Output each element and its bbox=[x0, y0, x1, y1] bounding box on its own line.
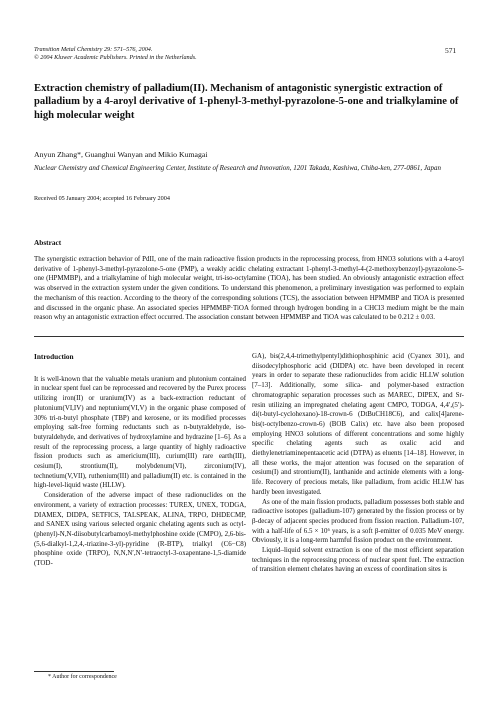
intro-paragraph: As one of the main fission products, palladium possesses both stable and radioactive isotopes (palladium-107) generated by the fission process or by β-decay of adjacent species produced from fission reaction. Palladium-107, with a half-life of 6.5 × 10⁶ years, is a soft β-emitter of 0.035 MeV energy. Obviously, it is a long-term harmful fission product on the environment. bbox=[252, 497, 464, 545]
intro-paragraph: It is well-known that the valuable metals uranium and plutonium contained in nuclear spent fuel can be reprocessed and recovered by the Purex process utilizing iron(II) or uranium(IV) as a back-extraction reductant of plutonium(VI,IV) and neptunium(VI,V) in the organic phase composed of 30% tri-n-butyl phosphate (TBP) and kerosene, or its modified processes employing salt-free forming reductants such as n-butyraldehyde, iso-butyraldehyde, and derivatives of hydroxylamine and hydrazine [1–6]. As a result of the reprocessing process, a large quantity of highly radioactive fission products such as americium(III), curium(III) rare earth(III), cesium(I), strontium(II), molybdenum(VI), zirconium(IV), technetium(V,VII), ruthenium(III) and palladium(II) etc. is contained in the high-level-liquid waste (HLLW). bbox=[34, 374, 246, 490]
intro-paragraph: GA), bis(2,4,4-trimethylpentyl)dithiophosphinic acid (Cyanex 301), and diisodecylphosphoric acid (DIDPA) etc. have been developed in recent years in order to separate these radionuclides from acidic HLLW solution [7–13]. Additionally, some silica- and polymer-based extraction chromatographic separation processes such as MAREC, DIPEX, and Sr-resin utilizing an impregnated chelating agent CMPO, TODGA, 4,4′,(5′)-di(t-butyl-cyclohexano)-18-crown-6 (DtBuCH18C6), and calix[4]arene-bis(t-octylbenzo-crown-6) (BOB Calix) etc. have also been proposed employing HNO3 solutions of different concentrations and some highly specific chelating agents such as oxalic acid and diethylenetriaminepentaacetic acid (DTPA) as eluents [14–18]. However, in all these works, the major attention was focused on the separation of cesium(I) and strontium(II), lanthanide and actinide elements with a long-life. Recovery of precious metals, like palladium, from acidic HLLW has hardly been investigated. bbox=[252, 352, 464, 496]
received-dates: Received 05 January 2004; accepted 16 February 2004 bbox=[34, 195, 170, 202]
page-number: 571 bbox=[445, 46, 457, 55]
intro-paragraph: Liquid–liquid solvent extraction is one of the most efficient separation techniques in the reprocessing process of nuclear spent fuel. The extraction of transition element chelates having an excess of coordination sites is bbox=[252, 546, 464, 574]
introduction-heading: Introduction bbox=[34, 352, 74, 361]
footnote: * Author for correspondence bbox=[48, 674, 117, 680]
abstract-heading: Abstract bbox=[34, 238, 62, 247]
section-divider bbox=[34, 336, 464, 337]
abstract-text: The synergistic extraction behavior of PdII, one of the main radioactive fission products in the reprocessing process, from HNO3 solutions with a 4-aroyl derivative of 1-phenyl-3-methyl-pyrazolone-5-one (PMP), a weakly acidic chelating extractant 1-phenyl-3-methyl-4-(2-methoxybenzoyl)-pyrazolone-5-one (HPMMBP), and a trialkylamine of high molecular weight, tri-iso-octylamine (TiOA), has been studied. An obviously antagonistic extraction effect was observed in the extraction system under the given conditions. To understand this phenomenon, a preliminary investigation was performed to explain the mechanism of this reaction. According to the theory of the corresponding solutions (TCS), the association between HPMMBP and TiOA is presented and discussed in the organic phase. An associated species HPMMBP·TiOA formed through hydrogen bonding in a CHCl3 medium might be the main reason why an antagonistic extraction effect occurred. The association constant between HPMMBP and TiOA was calculated to be 0.212 ± 0.03. bbox=[34, 255, 464, 322]
intro-paragraph: Consideration of the adverse impact of these radionuclides on the environment, a variety of extraction processes: TUREX, UNEX, TODGA, DIAMEX, DIDPA, SETFICS, TALSPEAK, ALINA, TRPO, DHDECMP, and SANEX using various selected organic chelating agents such as octyl-(phenyl)-N,N-diisobutylcarbamoyl-methylphoshine oxide (CMPO), 2,6-bis-(5,6-dialkyl-1,2,4,-triazine-3-yl)-pyridine (R-BTP), trialkyl (C6−C8) phosphine oxide (TRPO), N,N,N′,N′-tetraoctyl-3-oxapentane-1,5-diamide (TOD- bbox=[34, 491, 246, 568]
article-title: Extraction chemistry of palladium(II). Mechanism of antagonistic synergistic extraction of palladium by a 4-aroyl derivative of 1-phenyl-3-methyl-pyrazolone-5-one and trialkylamine of high molecular weight bbox=[34, 83, 459, 121]
affiliation: Nuclear Chemistry and Chemical Engineering Center, Institute of Research and Innovation, 1201 Takada, Kashiwa, Chiba-ken, 277-0861, Japan bbox=[34, 164, 441, 172]
right-column bbox=[252, 352, 464, 575]
footnote-divider bbox=[34, 671, 114, 672]
running-header bbox=[34, 46, 197, 62]
copyright-line: © 2004 Kluwer Academic Publishers. Printed in the Netherlands. bbox=[34, 54, 197, 61]
left-column bbox=[34, 352, 246, 569]
authors: Anyun Zhang*, Guanghui Wanyan and Mikio Kumagai bbox=[34, 150, 208, 159]
journal-citation: Transition Metal Chemistry 29: 571–576, 2004. bbox=[34, 46, 153, 53]
